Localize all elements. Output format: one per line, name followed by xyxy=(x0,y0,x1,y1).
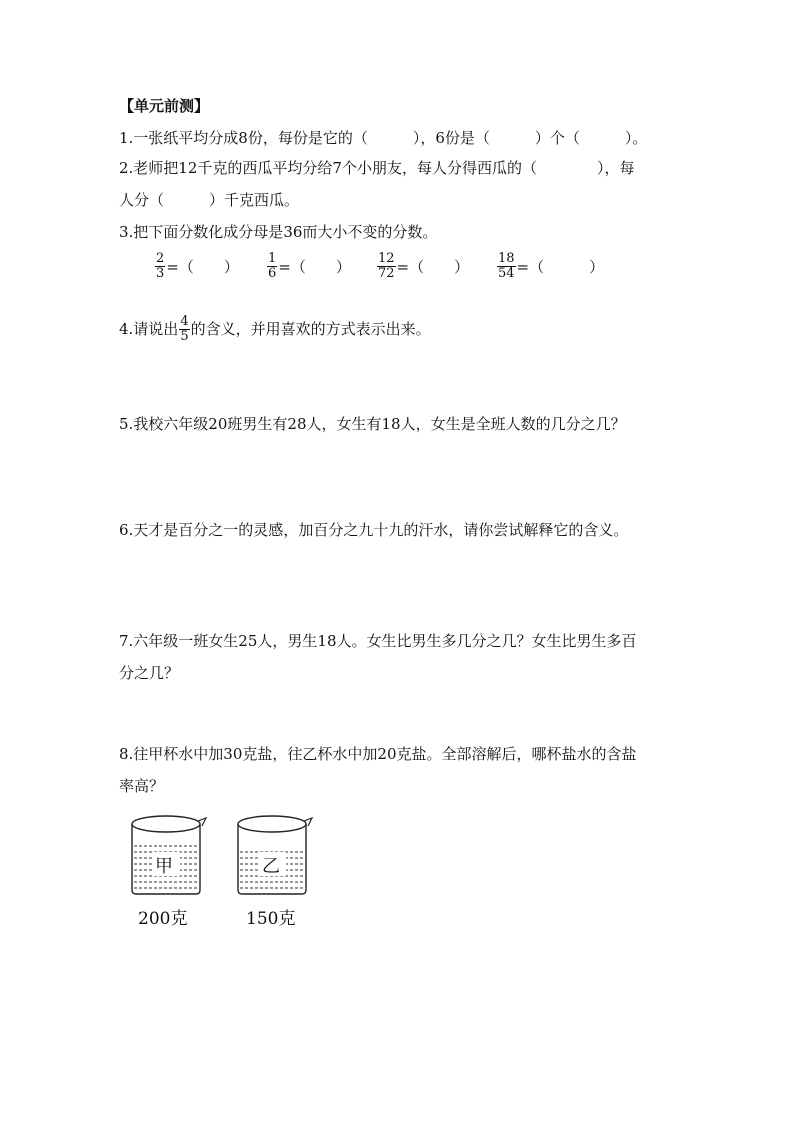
fraction-item xyxy=(496,252,604,281)
answer-blank: =（ ） xyxy=(396,258,470,276)
section-title: 【单元前测】 xyxy=(119,97,210,115)
question-4-prefix: 4.请说出 xyxy=(119,320,179,338)
fraction xyxy=(377,252,396,281)
question-2-line-1: 2.老师把12千克的西瓜平均分给7个小朋友，每人分得西瓜的（ ），每 xyxy=(119,159,635,177)
fraction-numerator: 12 xyxy=(378,251,395,266)
fraction-denominator: 6 xyxy=(268,266,277,281)
fraction-numerator: 2 xyxy=(156,251,165,266)
beaker-yi-caption: 150克 xyxy=(246,909,296,929)
question-8-line-2: 率高？ xyxy=(119,777,165,795)
question-2-line-2: 人分（ ）千克西瓜。 xyxy=(119,191,300,209)
fraction-item xyxy=(154,252,239,281)
fraction-denominator: 54 xyxy=(498,266,515,281)
fraction xyxy=(497,252,516,281)
fraction xyxy=(179,315,189,344)
beaker-jia-caption: 200克 xyxy=(138,909,188,929)
beaker-yi-label: 乙 xyxy=(262,856,280,877)
question-5: 5.我校六年级20班男生有28人，女生有18人，女生是全班人数的几分之几？ xyxy=(119,415,626,433)
answer-blank: =（ ） xyxy=(166,258,239,276)
question-4 xyxy=(119,312,431,346)
fraction-item xyxy=(266,252,351,281)
answer-blank: =（ ） xyxy=(516,258,605,276)
beaker-jia-label: 甲 xyxy=(155,856,173,877)
answer-blank: =（ ） xyxy=(278,258,351,276)
fraction-item xyxy=(376,252,469,281)
fraction-denominator: 5 xyxy=(180,328,189,344)
fraction-numerator: 1 xyxy=(268,251,277,266)
fraction-numerator: 18 xyxy=(498,251,515,266)
question-4-suffix: 的含义，并用喜欢的方式表示出来。 xyxy=(190,320,431,338)
question-6: 6.天才是百分之一的灵感，加百分之九十九的汗水，请你尝试解释它的含义。 xyxy=(119,521,629,539)
fraction xyxy=(155,252,165,281)
fraction-numerator: 4 xyxy=(180,313,189,329)
fraction xyxy=(267,252,277,281)
question-8-line-1: 8.往甲杯水中加30克盐，往乙杯水中加20克盐。全部溶解后，哪杯盐水的含盐 xyxy=(119,745,637,763)
question-7-line-2: 分之几？ xyxy=(119,664,180,682)
question-3: 3.把下面分数化成分母是36而大小不变的分数。 xyxy=(119,223,438,241)
question-7-line-1: 7.六年级一班女生25人，男生18人。女生比男生多几分之几？女生比男生多百 xyxy=(119,632,637,650)
fraction-denominator: 3 xyxy=(156,266,165,281)
fraction-denominator: 72 xyxy=(378,266,395,281)
question-1: 1.一张纸平均分成8份，每份是它的（ ），6份是（ ）个（ ）。 xyxy=(119,129,648,147)
